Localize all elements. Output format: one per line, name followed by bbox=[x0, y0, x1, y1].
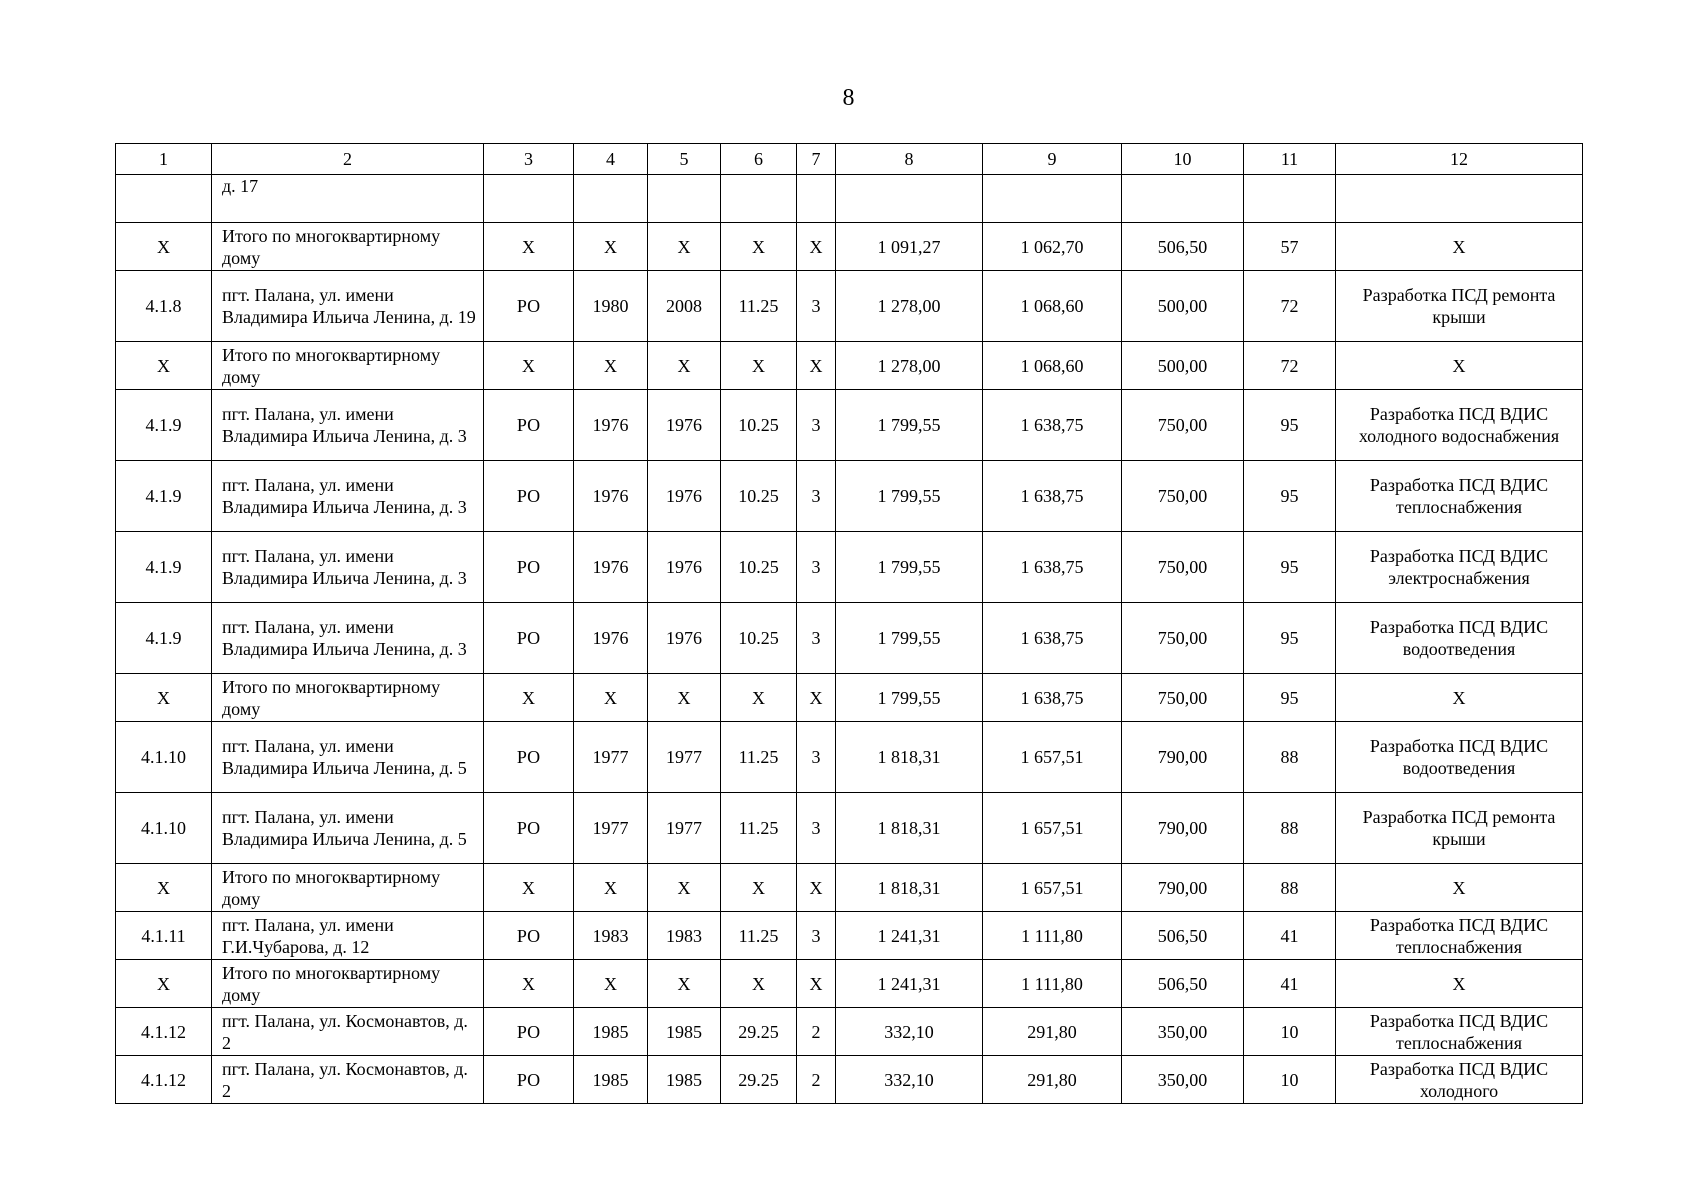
cell-7: 2 bbox=[797, 1008, 836, 1056]
cell-5: 1976 bbox=[648, 390, 721, 461]
cell-11: 95 bbox=[1244, 390, 1336, 461]
cell-6: 11.25 bbox=[721, 793, 797, 864]
row-number: 4.1.10 bbox=[116, 722, 212, 793]
cell-5: 1976 bbox=[648, 532, 721, 603]
cell-10: 750,00 bbox=[1122, 390, 1244, 461]
cell-10: 506,50 bbox=[1122, 912, 1244, 960]
work-type-cell: Х bbox=[1336, 674, 1583, 722]
cell-10: 350,00 bbox=[1122, 1008, 1244, 1056]
address-cell: д. 17 bbox=[212, 175, 484, 223]
row-number: 4.1.11 bbox=[116, 912, 212, 960]
cell-10: 500,00 bbox=[1122, 271, 1244, 342]
row-number: Х bbox=[116, 223, 212, 271]
column-header: 11 bbox=[1244, 144, 1336, 175]
cell-3: Х bbox=[484, 864, 574, 912]
column-header: 10 bbox=[1122, 144, 1244, 175]
cell-9: 1 111,80 bbox=[983, 912, 1122, 960]
cell-10: 750,00 bbox=[1122, 461, 1244, 532]
cell-6: 10.25 bbox=[721, 532, 797, 603]
row-number: 4.1.12 bbox=[116, 1056, 212, 1104]
address-cell: Итого по многоквартирному дому bbox=[212, 960, 484, 1008]
cell-6: 10.25 bbox=[721, 461, 797, 532]
column-header: 12 bbox=[1336, 144, 1583, 175]
cell-7: Х bbox=[797, 674, 836, 722]
table-row bbox=[116, 1056, 1583, 1104]
cell-4: Х bbox=[574, 864, 648, 912]
cell-3: РО bbox=[484, 603, 574, 674]
cell-7: 3 bbox=[797, 722, 836, 793]
cell-5: Х bbox=[648, 223, 721, 271]
row-number: 4.1.9 bbox=[116, 461, 212, 532]
work-type-cell: Разработка ПСД ремонта крыши bbox=[1336, 793, 1583, 864]
address-cell: Итого по многоквартирному дому bbox=[212, 223, 484, 271]
cell-9: 1 638,75 bbox=[983, 461, 1122, 532]
cell-10: 500,00 bbox=[1122, 342, 1244, 390]
cell-5: Х bbox=[648, 960, 721, 1008]
cell-3: Х bbox=[484, 674, 574, 722]
cell-10: 350,00 bbox=[1122, 1056, 1244, 1104]
cell-5: 1985 bbox=[648, 1056, 721, 1104]
cell-9: 1 638,75 bbox=[983, 532, 1122, 603]
cell-3: РО bbox=[484, 461, 574, 532]
table-row bbox=[116, 722, 1583, 793]
cell-7: Х bbox=[797, 960, 836, 1008]
cell-6: 29.25 bbox=[721, 1008, 797, 1056]
row-number: 4.1.9 bbox=[116, 390, 212, 461]
cell-5: 1985 bbox=[648, 1008, 721, 1056]
row-number: 4.1.9 bbox=[116, 603, 212, 674]
table-row bbox=[116, 960, 1583, 1008]
cell-9: 1 657,51 bbox=[983, 793, 1122, 864]
cell-6: Х bbox=[721, 864, 797, 912]
table-row bbox=[116, 390, 1583, 461]
cell-5: 1977 bbox=[648, 722, 721, 793]
capital-repair-table bbox=[115, 143, 1583, 1104]
cell-4: Х bbox=[574, 674, 648, 722]
column-header: 3 bbox=[484, 144, 574, 175]
cell-11: 88 bbox=[1244, 864, 1336, 912]
work-type-cell: Разработка ПСД ВДИС холодного bbox=[1336, 1056, 1583, 1104]
row-number: 4.1.8 bbox=[116, 271, 212, 342]
address-cell: пгт. Палана, ул. имени Владимира Ильича Ленина, д. 3 bbox=[212, 461, 484, 532]
table-row bbox=[116, 864, 1583, 912]
cell-5: 2008 bbox=[648, 271, 721, 342]
work-type-cell: Х bbox=[1336, 223, 1583, 271]
row-number: Х bbox=[116, 960, 212, 1008]
cell-3: Х bbox=[484, 342, 574, 390]
table-row bbox=[116, 223, 1583, 271]
cell-9: 1 062,70 bbox=[983, 223, 1122, 271]
work-type-cell: Разработка ПСД ВДИС электроснабжения bbox=[1336, 532, 1583, 603]
cell-6: 11.25 bbox=[721, 722, 797, 793]
work-type-cell: Разработка ПСД ВДИС теплоснабжения bbox=[1336, 912, 1583, 960]
cell-9: 1 657,51 bbox=[983, 722, 1122, 793]
cell-7: 3 bbox=[797, 793, 836, 864]
address-cell: пгт. Палана, ул. имени Владимира Ильича Ленина, д. 5 bbox=[212, 722, 484, 793]
cell-8: 332,10 bbox=[836, 1008, 983, 1056]
cell-5: 1977 bbox=[648, 793, 721, 864]
cell-4: Х bbox=[574, 223, 648, 271]
cell-9: 1 638,75 bbox=[983, 674, 1122, 722]
address-cell: пгт. Палана, ул. имени Г.И.Чубарова, д. 12 bbox=[212, 912, 484, 960]
cell-9: 1 638,75 bbox=[983, 603, 1122, 674]
cell-8: 332,10 bbox=[836, 1056, 983, 1104]
cell-4: 1980 bbox=[574, 271, 648, 342]
address-cell: пгт. Палана, ул. имени Владимира Ильича Ленина, д. 3 bbox=[212, 532, 484, 603]
cell-10 bbox=[1122, 175, 1244, 223]
cell-6: 29.25 bbox=[721, 1056, 797, 1104]
cell-4: 1976 bbox=[574, 603, 648, 674]
cell-5: 1976 bbox=[648, 603, 721, 674]
cell-8: 1 818,31 bbox=[836, 793, 983, 864]
cell-8: 1 241,31 bbox=[836, 960, 983, 1008]
cell-9: 1 068,60 bbox=[983, 342, 1122, 390]
cell-3: РО bbox=[484, 722, 574, 793]
row-number: Х bbox=[116, 674, 212, 722]
cell-4: 1983 bbox=[574, 912, 648, 960]
row-number bbox=[116, 175, 212, 223]
cell-9: 1 068,60 bbox=[983, 271, 1122, 342]
cell-11: 88 bbox=[1244, 722, 1336, 793]
cell-6: 11.25 bbox=[721, 912, 797, 960]
column-header: 1 bbox=[116, 144, 212, 175]
work-type-cell: Разработка ПСД ВДИС водоотведения bbox=[1336, 722, 1583, 793]
column-header: 9 bbox=[983, 144, 1122, 175]
cell-7: 3 bbox=[797, 912, 836, 960]
cell-6: Х bbox=[721, 223, 797, 271]
work-type-cell: Х bbox=[1336, 864, 1583, 912]
table-row bbox=[116, 1008, 1583, 1056]
cell-10: 750,00 bbox=[1122, 603, 1244, 674]
cell-11: 88 bbox=[1244, 793, 1336, 864]
cell-7: Х bbox=[797, 342, 836, 390]
cell-10: 790,00 bbox=[1122, 864, 1244, 912]
cell-11: 95 bbox=[1244, 532, 1336, 603]
cell-3: РО bbox=[484, 793, 574, 864]
cell-3: РО bbox=[484, 532, 574, 603]
address-cell: пгт. Палана, ул. Космонавтов, д. 2 bbox=[212, 1008, 484, 1056]
work-type-cell: Разработка ПСД ВДИС холодного водоснабжения bbox=[1336, 390, 1583, 461]
table-row bbox=[116, 793, 1583, 864]
cell-5: 1983 bbox=[648, 912, 721, 960]
cell-5: Х bbox=[648, 674, 721, 722]
page-number: 8 bbox=[842, 85, 855, 111]
cell-11: 95 bbox=[1244, 674, 1336, 722]
cell-8: 1 799,55 bbox=[836, 603, 983, 674]
cell-7: 3 bbox=[797, 603, 836, 674]
table-row bbox=[116, 603, 1583, 674]
cell-10: 790,00 bbox=[1122, 793, 1244, 864]
column-header: 4 bbox=[574, 144, 648, 175]
cell-4: 1976 bbox=[574, 532, 648, 603]
work-type-cell: Х bbox=[1336, 960, 1583, 1008]
table-row bbox=[116, 342, 1583, 390]
column-header: 8 bbox=[836, 144, 983, 175]
row-number: Х bbox=[116, 864, 212, 912]
address-cell: пгт. Палана, ул. имени Владимира Ильича Ленина, д. 3 bbox=[212, 390, 484, 461]
cell-8: 1 799,55 bbox=[836, 461, 983, 532]
cell-11: 41 bbox=[1244, 960, 1336, 1008]
cell-7: 3 bbox=[797, 461, 836, 532]
cell-3: РО bbox=[484, 390, 574, 461]
table-row bbox=[116, 912, 1583, 960]
row-number: 4.1.12 bbox=[116, 1008, 212, 1056]
address-cell: пгт. Палана, ул. имени Владимира Ильича Ленина, д. 19 bbox=[212, 271, 484, 342]
cell-4: Х bbox=[574, 960, 648, 1008]
cell-9: 1 657,51 bbox=[983, 864, 1122, 912]
column-number-row bbox=[116, 144, 1583, 175]
cell-10: 506,50 bbox=[1122, 960, 1244, 1008]
cell-10: 750,00 bbox=[1122, 532, 1244, 603]
cell-3: РО bbox=[484, 1008, 574, 1056]
cell-8: 1 818,31 bbox=[836, 864, 983, 912]
row-number: Х bbox=[116, 342, 212, 390]
cell-3: Х bbox=[484, 223, 574, 271]
cell-8: 1 091,27 bbox=[836, 223, 983, 271]
cell-7: 3 bbox=[797, 271, 836, 342]
table-row bbox=[116, 674, 1583, 722]
cell-4: 1985 bbox=[574, 1008, 648, 1056]
cell-5 bbox=[648, 175, 721, 223]
row-number: 4.1.9 bbox=[116, 532, 212, 603]
cell-6 bbox=[721, 175, 797, 223]
cell-3: РО bbox=[484, 1056, 574, 1104]
cell-11: 10 bbox=[1244, 1056, 1336, 1104]
cell-6: 10.25 bbox=[721, 390, 797, 461]
cell-9 bbox=[983, 175, 1122, 223]
cell-6: 10.25 bbox=[721, 603, 797, 674]
cell-10: 790,00 bbox=[1122, 722, 1244, 793]
table-row bbox=[116, 175, 1583, 223]
cell-5: Х bbox=[648, 342, 721, 390]
cell-11: 95 bbox=[1244, 603, 1336, 674]
cell-7 bbox=[797, 175, 836, 223]
work-type-cell: Разработка ПСД ремонта крыши bbox=[1336, 271, 1583, 342]
work-type-cell: Разработка ПСД ВДИС теплоснабжения bbox=[1336, 461, 1583, 532]
cell-6: 11.25 bbox=[721, 271, 797, 342]
cell-11: 10 bbox=[1244, 1008, 1336, 1056]
cell-4 bbox=[574, 175, 648, 223]
table-row bbox=[116, 461, 1583, 532]
work-type-cell: Разработка ПСД ВДИС водоотведения bbox=[1336, 603, 1583, 674]
cell-7: 3 bbox=[797, 532, 836, 603]
cell-3: РО bbox=[484, 271, 574, 342]
cell-10: 506,50 bbox=[1122, 223, 1244, 271]
cell-6: Х bbox=[721, 960, 797, 1008]
work-type-cell: Х bbox=[1336, 342, 1583, 390]
address-cell: пгт. Палана, ул. Космонавтов, д. 2 bbox=[212, 1056, 484, 1104]
cell-7: Х bbox=[797, 864, 836, 912]
cell-8 bbox=[836, 175, 983, 223]
cell-6: Х bbox=[721, 342, 797, 390]
cell-7: 3 bbox=[797, 390, 836, 461]
cell-5: Х bbox=[648, 864, 721, 912]
cell-11: 41 bbox=[1244, 912, 1336, 960]
cell-4: 1985 bbox=[574, 1056, 648, 1104]
cell-3: РО bbox=[484, 912, 574, 960]
cell-9: 291,80 bbox=[983, 1008, 1122, 1056]
cell-11: 72 bbox=[1244, 271, 1336, 342]
cell-7: Х bbox=[797, 223, 836, 271]
work-type-cell: Разработка ПСД ВДИС теплоснабжения bbox=[1336, 1008, 1583, 1056]
cell-11: 57 bbox=[1244, 223, 1336, 271]
column-header: 5 bbox=[648, 144, 721, 175]
cell-5: 1976 bbox=[648, 461, 721, 532]
cell-8: 1 818,31 bbox=[836, 722, 983, 793]
column-header: 7 bbox=[797, 144, 836, 175]
cell-10: 750,00 bbox=[1122, 674, 1244, 722]
cell-11: 72 bbox=[1244, 342, 1336, 390]
column-header: 2 bbox=[212, 144, 484, 175]
table-row bbox=[116, 271, 1583, 342]
address-cell: Итого по многоквартирному дому bbox=[212, 674, 484, 722]
cell-8: 1 799,55 bbox=[836, 532, 983, 603]
cell-11: 95 bbox=[1244, 461, 1336, 532]
cell-9: 1 111,80 bbox=[983, 960, 1122, 1008]
address-cell: пгт. Палана, ул. имени Владимира Ильича Ленина, д. 3 bbox=[212, 603, 484, 674]
cell-8: 1 278,00 bbox=[836, 342, 983, 390]
address-cell: Итого по многоквартирному дому bbox=[212, 864, 484, 912]
cell-4: Х bbox=[574, 342, 648, 390]
cell-8: 1 278,00 bbox=[836, 271, 983, 342]
cell-4: 1976 bbox=[574, 461, 648, 532]
cell-4: 1977 bbox=[574, 793, 648, 864]
cell-9: 291,80 bbox=[983, 1056, 1122, 1104]
cell-7: 2 bbox=[797, 1056, 836, 1104]
address-cell: Итого по многоквартирному дому bbox=[212, 342, 484, 390]
cell-8: 1 241,31 bbox=[836, 912, 983, 960]
cell-9: 1 638,75 bbox=[983, 390, 1122, 461]
cell-3: Х bbox=[484, 960, 574, 1008]
cell-8: 1 799,55 bbox=[836, 674, 983, 722]
cell-3 bbox=[484, 175, 574, 223]
cell-8: 1 799,55 bbox=[836, 390, 983, 461]
cell-6: Х bbox=[721, 674, 797, 722]
work-type-cell bbox=[1336, 175, 1583, 223]
cell-4: 1977 bbox=[574, 722, 648, 793]
cell-11 bbox=[1244, 175, 1336, 223]
address-cell: пгт. Палана, ул. имени Владимира Ильича Ленина, д. 5 bbox=[212, 793, 484, 864]
cell-4: 1976 bbox=[574, 390, 648, 461]
table-row bbox=[116, 532, 1583, 603]
column-header: 6 bbox=[721, 144, 797, 175]
row-number: 4.1.10 bbox=[116, 793, 212, 864]
